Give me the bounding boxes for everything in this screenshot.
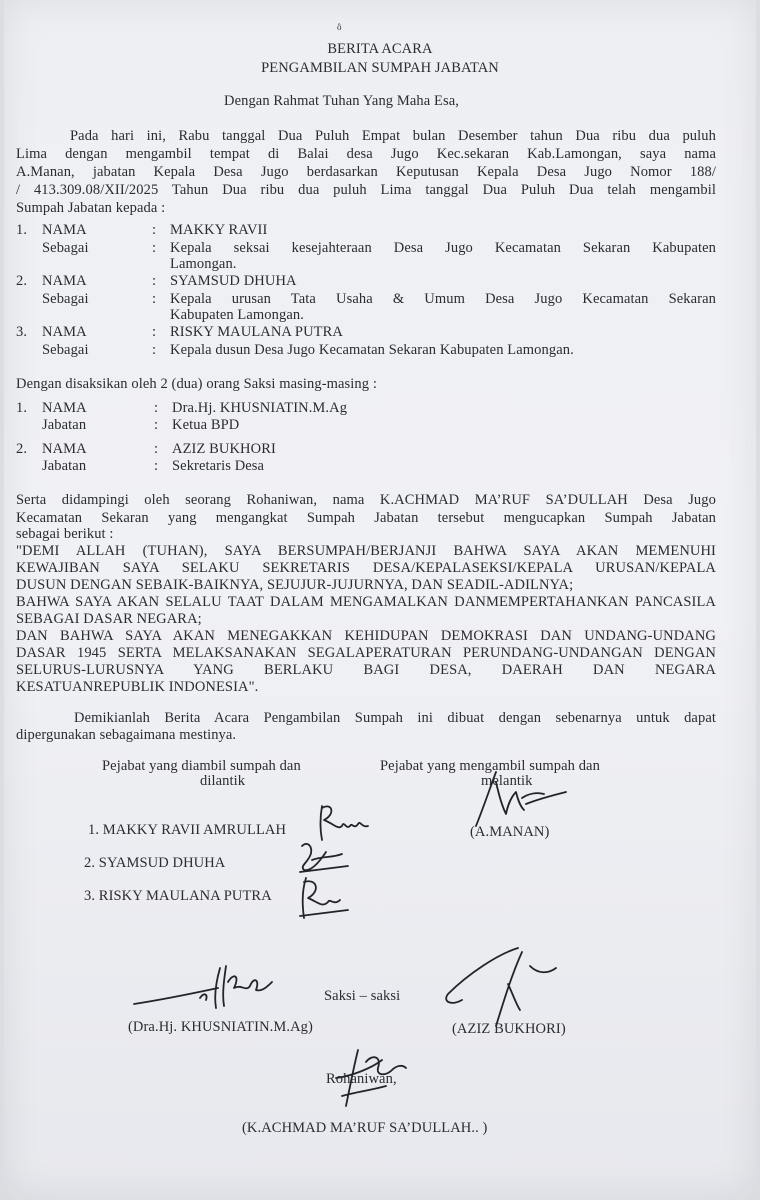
witness-left-name: (Dra.Hj. KHUSNIATIN.M.Ag) xyxy=(128,1019,313,1035)
official-name: SYAMSUD DHUHA xyxy=(170,273,297,289)
closing-line: dipergunakan sebagaimana mestinya. xyxy=(16,727,237,743)
witness-role: Sekretaris Desa xyxy=(172,458,265,474)
sworn-official: 2. SYAMSUD DHUHA xyxy=(84,855,226,871)
sworn-heading: dilantik xyxy=(200,773,246,789)
oath-intro-line: Serta didampingi oleh seorang Rohaniwan, nama K.ACHMAD MA’RUF SA’DULLAH Desa Jugo xyxy=(16,492,716,508)
oath-line: KEWAJIBAN SAYA SELAKU SEKRETARIS DESA/KEPALASEKSI/KEPALA URUSAN/KEPALA xyxy=(16,560,716,576)
official-colon: : xyxy=(152,273,157,289)
witness-role-label: Jabatan xyxy=(42,458,87,474)
witness-colon: : xyxy=(154,400,159,416)
intro-line: Lima dengan mengambil tempat di Balai desa Jugo Kec.sekaran Kab.Lamongan, saya nama xyxy=(16,146,716,162)
intro-line: / 413.309.08/XII/2025 Tahun Dua ribu dua puluh Lima tanggal Dua Puluh Dua telah mengambil xyxy=(16,182,716,198)
witness-name: Dra.Hj. KHUSNIATIN.M.Ag xyxy=(172,400,348,416)
oath-line: SEBAGAI DASAR NEGARA; xyxy=(16,611,202,627)
official-name-label: NAMA xyxy=(42,324,87,340)
sworn-official: 1. MAKKY RAVII AMRULLAH xyxy=(88,822,287,838)
official-name-label: NAMA xyxy=(42,273,87,289)
witness-intro: Dengan disaksikan oleh 2 (dua) orang Saksi masing-masing : xyxy=(16,376,377,392)
cleric-name: (K.ACHMAD MA’RUF SA’DULLAH.. ) xyxy=(242,1120,488,1136)
signature-manan xyxy=(466,770,586,830)
official-colon: : xyxy=(152,291,157,307)
witness-name-label: NAMA xyxy=(42,441,87,457)
intro-line: A.Manan, jabatan Kepala Desa Jugo berdasarkan Keputusan Kepala Desa Jugo Nomor 188/ xyxy=(16,164,716,180)
official-role: Kabupaten Lamongan. xyxy=(170,307,304,323)
oath-line: KESATUANREPUBLIK INDONESIA". xyxy=(16,679,259,695)
witness-right-name: (AZIZ BUKHORI) xyxy=(452,1021,566,1037)
intro-line: Sumpah Jabatan kepada : xyxy=(16,200,166,216)
official-name: MAKKY RAVII xyxy=(170,222,268,238)
official-name: RISKY MAULANA PUTRA xyxy=(170,324,343,340)
document-page xyxy=(4,0,756,1200)
inaugurator-name: (A.MANAN) xyxy=(470,824,550,840)
inaugurator-heading: Pejabat yang mengambil sumpah dan xyxy=(380,758,600,774)
official-colon: : xyxy=(152,324,157,340)
official-name-label: NAMA xyxy=(42,222,87,238)
sworn-heading: Pejabat yang diambil sumpah dan xyxy=(102,758,301,774)
official-role-label: Sebagai xyxy=(42,291,89,307)
official-number: 1. xyxy=(16,222,28,238)
official-role-label: Sebagai xyxy=(42,342,89,358)
header-mark: ô xyxy=(337,22,342,32)
witness-title: Saksi – saksi xyxy=(324,988,401,1004)
oath-line: "DEMI ALLAH (TUHAN), SAYA BERSUMPAH/BERJANJI BAHWA SAYA AKAN MEMENUHI xyxy=(16,543,716,559)
inaugurator-heading: melantik xyxy=(481,773,533,789)
oath-line: DAN BAHWA SAYA AKAN MENEGAKKAN KEHIDUPAN DEMOKRASI DAN UNDANG-UNDANG xyxy=(16,628,716,644)
official-role: Kepala dusun Desa Jugo Kecamatan Sekaran Kabupaten Lamongan. xyxy=(170,342,574,358)
oath-line: BAHWA SAYA AKAN SELALU TAAT DALAM MENGAMALKAN DANMEMPERTAHANKAN PANCASILA xyxy=(16,594,716,610)
document-subtitle: PENGAMBILAN SUMPAH JABATAN xyxy=(261,60,499,76)
signature-risky xyxy=(294,874,358,922)
witness-colon: : xyxy=(154,458,159,474)
signature-aziz xyxy=(438,944,568,1030)
official-colon: : xyxy=(152,342,157,358)
witness-name-label: NAMA xyxy=(42,400,87,416)
oath-line: SELURUS-LURUSNYA YANG BERLAKU BAGI DESA, DAERAH DAN NEGARA xyxy=(16,662,716,678)
witness-role-label: Jabatan xyxy=(42,417,87,433)
witness-colon: : xyxy=(154,441,159,457)
official-role: Lamongan. xyxy=(170,256,237,272)
official-role: Kepala urusan Tata Usaha & Umum Desa Jugo Kecamatan Sekaran xyxy=(170,291,716,307)
intro-line: Pada hari ini, Rabu tanggal Dua Puluh Empat bulan Desember tahun Dua ribu dua puluh xyxy=(70,128,716,144)
closing-line: Demikianlah Berita Acara Pengambilan Sumpah ini dibuat dengan sebenarnya untuk dapat xyxy=(74,710,716,726)
document-title: BERITA ACARA xyxy=(327,41,433,57)
oath-intro-line: sebagai berikut : xyxy=(16,526,114,542)
witness-colon: : xyxy=(154,417,159,433)
signature-khusniatin xyxy=(130,958,280,1014)
sworn-official: 3. RISKY MAULANA PUTRA xyxy=(84,888,272,904)
oath-line: DUSUN DENGAN SEBAIK-BAIKNYA, SEJUJUR-JUJURNYA, DAN SEADIL-ADILNYA; xyxy=(16,577,574,593)
oath-intro-line: Kecamatan Sekaran yang mengangkat Sumpah Jabatan tersebut mengucapkan Sumpah Jabatan xyxy=(16,510,716,526)
official-role: Kepala seksai kesejahteraan Desa Jugo Kecamatan Sekaran Kabupaten xyxy=(170,240,716,256)
witness-number: 2. xyxy=(16,441,28,457)
oath-line: DASAR 1945 SERTA MELAKSANAKAN SEGALAPERATURAN PERUNDANG-UNDANGAN DENGAN xyxy=(16,645,716,661)
witness-role: Ketua BPD xyxy=(172,417,240,433)
official-number: 3. xyxy=(16,324,28,340)
greeting: Dengan Rahmat Tuhan Yang Maha Esa, xyxy=(224,93,459,109)
cleric-title: Rohaniwan, xyxy=(326,1071,397,1087)
official-number: 2. xyxy=(16,273,28,289)
witness-name: AZIZ BUKHORI xyxy=(172,441,276,457)
official-role-label: Sebagai xyxy=(42,240,89,256)
witness-number: 1. xyxy=(16,400,28,416)
official-colon: : xyxy=(152,222,157,238)
official-colon: : xyxy=(152,240,157,256)
